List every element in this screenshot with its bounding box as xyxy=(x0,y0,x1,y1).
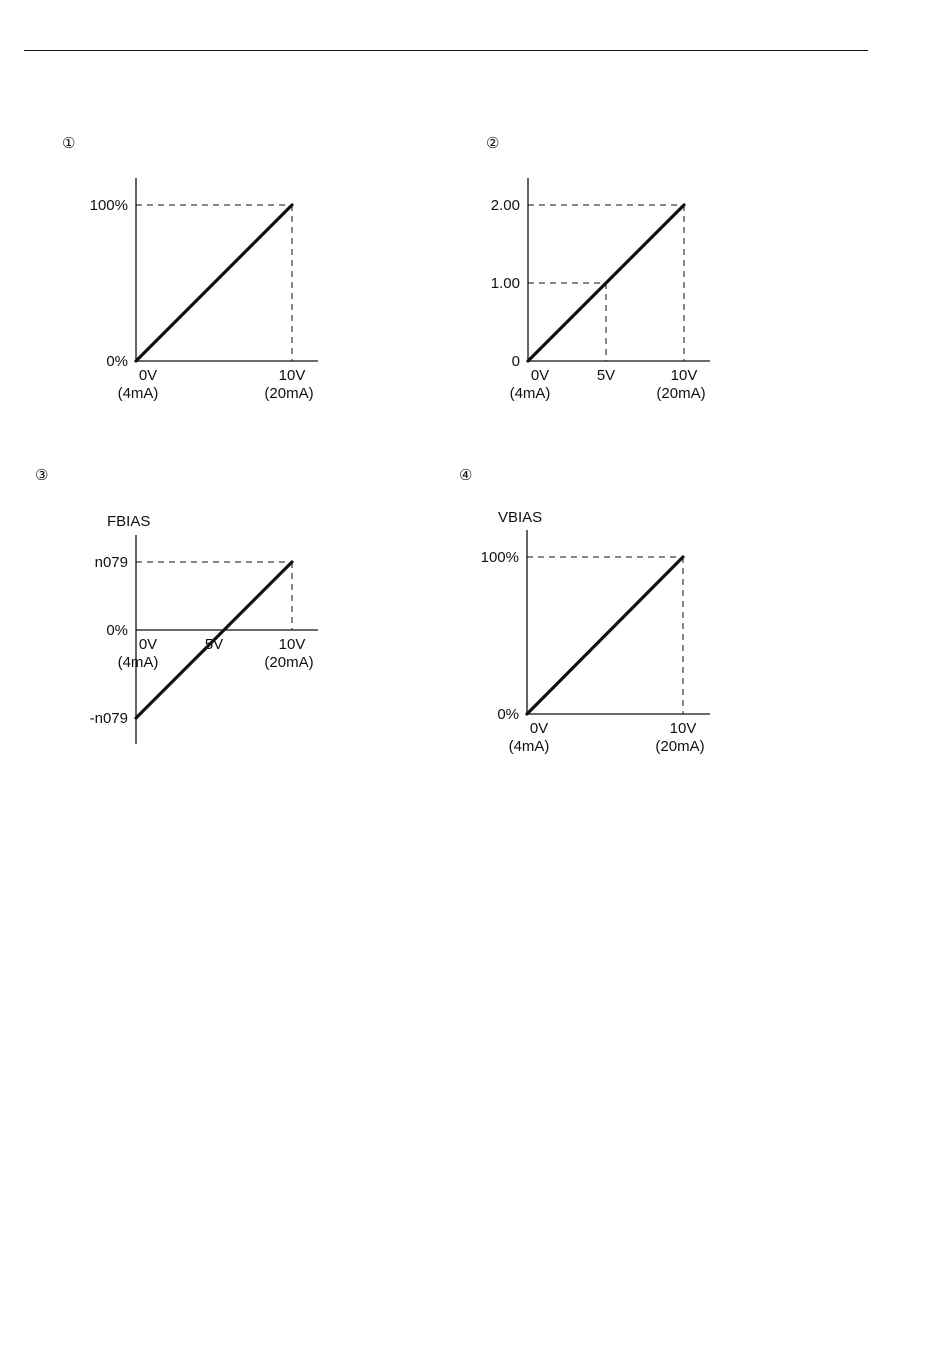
panel-1-y-tick-1: 100% xyxy=(89,197,128,214)
panel-4-x-tick-sub-1: (20mA) xyxy=(655,738,705,755)
panel-3-y-tick-0: -n079 xyxy=(89,710,128,727)
panel-4-y-tick-1: 100% xyxy=(480,549,519,566)
panel-3-x-tick-0: 0V xyxy=(138,636,158,653)
panel-2-x-tick-sub-0: (4mA) xyxy=(509,385,551,402)
panel-4-x-tick-sub-0: (4mA) xyxy=(508,738,550,755)
panel-1-x-tick-sub-0: (4mA) xyxy=(117,385,159,402)
panel-4-series-line xyxy=(527,557,683,714)
panel-2-y-tick-2: 2.00 xyxy=(490,197,520,214)
panel-4-x-tick-1: 10V xyxy=(669,720,697,737)
panel-4-number: ④ xyxy=(459,467,473,484)
panel-1-x-tick-1: 10V xyxy=(278,367,306,384)
panel-2-number: ② xyxy=(486,135,500,152)
panel-2-x-tick-sub-2: (20mA) xyxy=(656,385,706,402)
panel-1-y-tick-0: 0% xyxy=(106,353,128,370)
panel-2-x-tick-1: 5V xyxy=(596,367,616,384)
panel-2-y-tick-0: 0 xyxy=(511,353,520,370)
panel-1-series-line xyxy=(136,205,292,361)
panel-1-number: ① xyxy=(62,135,76,152)
panel-4-y-tick-0: 0% xyxy=(497,706,519,723)
panel-3-number: ③ xyxy=(35,467,49,484)
panel-3-y-title: FBIAS xyxy=(107,513,151,530)
panel-3-x-tick-2: 10V xyxy=(278,636,306,653)
panel-2-y-tick-1: 1.00 xyxy=(490,275,520,292)
panel-3-y-tick-1: 0% xyxy=(106,622,128,639)
panel-3-x-tick-sub-0: (4mA) xyxy=(117,654,159,671)
panel-2-x-tick-0: 0V xyxy=(530,367,550,384)
panel-3-y-tick-2: n079 xyxy=(94,554,128,571)
panel-1-x-tick-sub-1: (20mA) xyxy=(264,385,314,402)
panel-2-x-tick-2: 10V xyxy=(670,367,698,384)
panel-4-y-title: VBIAS xyxy=(498,509,543,526)
panel-3-x-tick-sub-2: (20mA) xyxy=(264,654,314,671)
panel-4-x-tick-0: 0V xyxy=(529,720,549,737)
panel-3-x-tick-1: 5V xyxy=(204,636,224,653)
panel-1-x-tick-0: 0V xyxy=(138,367,158,384)
